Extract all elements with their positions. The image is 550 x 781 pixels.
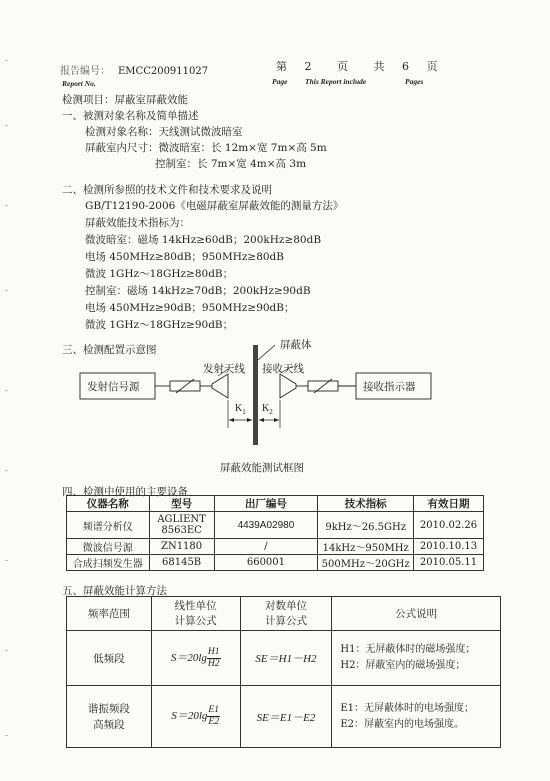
col-header: 公式说明	[332, 597, 501, 631]
formula-description	[332, 631, 501, 686]
table-header-row	[67, 597, 501, 631]
k2-label: $K_2$	[262, 403, 273, 416]
rx-indicator-label: 接收指示器	[363, 381, 416, 393]
formula-table	[66, 596, 501, 748]
numerator: E1	[208, 705, 219, 715]
section3-title: 三、检测配置示意图	[62, 344, 157, 356]
tx-antenna-label: 发射天线	[203, 363, 245, 375]
requirement-line: 微波 1GHz～18GHz≥80dB；	[85, 268, 234, 280]
table-row	[67, 631, 501, 686]
requirement-line: 微波暗室：磁场 14kHz≥60dB；200kHz≥80dB	[85, 234, 322, 246]
page-number: 2	[304, 60, 312, 73]
test-item: 检测项目：屏蔽室屏蔽效能	[62, 94, 188, 106]
shield-wall	[253, 345, 258, 445]
log-formula: SE＝E1－E2	[240, 686, 332, 748]
col-header: 型号	[149, 496, 214, 512]
table-cell: 2010.02.26	[414, 512, 484, 539]
requirement-line: 电场 450MHz≥80dB；950MHz≥80dB	[85, 251, 284, 263]
section4-title: 四、检测中使用的主要设备	[62, 486, 188, 498]
shield-leader-line	[258, 345, 275, 360]
requirement-line: 微波 1GHz～18GHz≥90dB；	[85, 319, 234, 331]
col-header: 频率范围	[67, 597, 152, 631]
table-row	[67, 686, 501, 748]
rx-antenna-horn	[280, 374, 296, 398]
table-cell: 4439A02980	[214, 512, 318, 539]
room-size: 屏蔽室内尺寸：微波暗室：长 12m×宽 7m×高 5m	[85, 142, 327, 154]
table-cell: 14kHz～950MHz	[318, 539, 414, 555]
table-cell	[67, 686, 152, 748]
section2-title: 二、检测所参照的技术文件和技术要求及说明	[62, 184, 272, 196]
table-header-row	[67, 496, 484, 512]
formula-prefix: S＝20lg	[170, 651, 207, 664]
description-line: E2：屏蔽室内的电场强度。	[340, 718, 465, 730]
total-unit: 页	[426, 60, 438, 73]
range-line: 高频段	[93, 718, 125, 731]
col-header-line: 计算公式	[174, 614, 217, 627]
description-line: H1：无屏蔽体时的磁场强度；	[340, 644, 476, 655]
description-line: E1：无屏蔽体时的电场强度；	[340, 702, 475, 714]
standard: GB/T12190-2006《电磁屏蔽室屏蔽效能的测量方法》	[85, 200, 344, 212]
requirement-title: 屏蔽效能技术指标为：	[85, 217, 190, 229]
tx-antenna-horn	[212, 374, 228, 398]
table-cell: AGLIENT 8563EC	[149, 512, 214, 539]
table-row	[67, 555, 484, 571]
report-number-en: Report No.	[62, 79, 96, 88]
linear-formula	[151, 686, 240, 748]
table-cell: 2010.05.11	[414, 555, 484, 571]
section5-title: 五、屏蔽效能计算方法	[62, 585, 167, 597]
col-header-line: 计算公式	[264, 614, 307, 627]
requirement-line: 电场 450MHz≥90dB；950MHz≥90dB；	[85, 302, 295, 314]
formula-prefix: S＝20lg	[171, 710, 208, 723]
col-header-line: 对数单位	[264, 599, 307, 612]
table-cell: 68145B	[149, 555, 214, 571]
fraction	[207, 705, 220, 728]
table-cell: 9kHz～26.5GHz	[318, 512, 414, 539]
denominator: H2	[207, 658, 220, 669]
total-pages: 6	[402, 60, 409, 73]
numerator: H1	[207, 646, 220, 657]
table-row	[67, 512, 484, 539]
section1-title: 一、被测对象名称及简单描述	[62, 110, 199, 122]
col-header: 出厂编号	[214, 496, 318, 512]
table-cell: 660001	[214, 555, 318, 571]
fraction	[207, 647, 221, 670]
range-line: 谐振频段	[87, 702, 130, 715]
denominator: E2	[208, 717, 219, 727]
table-cell: 500MHz～20GHz	[318, 555, 414, 571]
tx-source-label: 发射信号源	[87, 381, 140, 393]
page-en: Page	[272, 77, 288, 86]
linear-formula	[151, 631, 240, 686]
table-cell: 合成扫频发生器	[67, 555, 150, 571]
equipment-table	[66, 495, 484, 571]
table-cell: 2010.10.13	[414, 539, 484, 555]
pages-en: Pages	[405, 77, 424, 86]
report-number-value: EMCC200911027	[118, 66, 209, 77]
col-header: 仪器名称	[67, 496, 150, 512]
col-header	[151, 597, 240, 631]
diagram-caption: 屏蔽效能测试框图	[220, 462, 304, 474]
col-header-line: 线性单位	[174, 599, 217, 612]
requirement-line: 控制室：磁场 14kHz≥70dB；200kHz≥90dB	[85, 285, 311, 297]
table-cell: ZN1180	[149, 539, 214, 555]
total-label: 共	[373, 60, 385, 73]
table-cell: 低频段	[67, 631, 152, 686]
log-formula: SE＝H1－H2	[240, 631, 332, 686]
page-unit: 页	[337, 60, 348, 73]
col-header: 技术指标	[318, 496, 414, 512]
col-header: 有效日期	[414, 496, 484, 512]
this-report-include: This Report include	[305, 77, 367, 86]
description-line: H2：屏蔽室内的磁场强度；	[340, 660, 466, 671]
control-room-size: 控制室：长 7m×宽 4m×高 3m	[155, 158, 307, 170]
k1-label: $K_1$	[235, 403, 246, 416]
page-label: 第	[276, 60, 287, 73]
report-number-label: 报告编号：	[60, 66, 110, 77]
rx-antenna-label: 接收天线	[262, 363, 304, 375]
object-name: 检测对象名称：天线测试微波暗室	[85, 126, 243, 138]
table-row	[67, 539, 484, 555]
shield-label: 屏蔽体	[280, 339, 312, 351]
table-cell: 频谱分析仪	[67, 512, 150, 539]
formula-description	[332, 686, 501, 748]
col-header	[240, 597, 332, 631]
table-cell: 微波信号源	[67, 539, 150, 555]
table-cell: /	[214, 539, 318, 555]
